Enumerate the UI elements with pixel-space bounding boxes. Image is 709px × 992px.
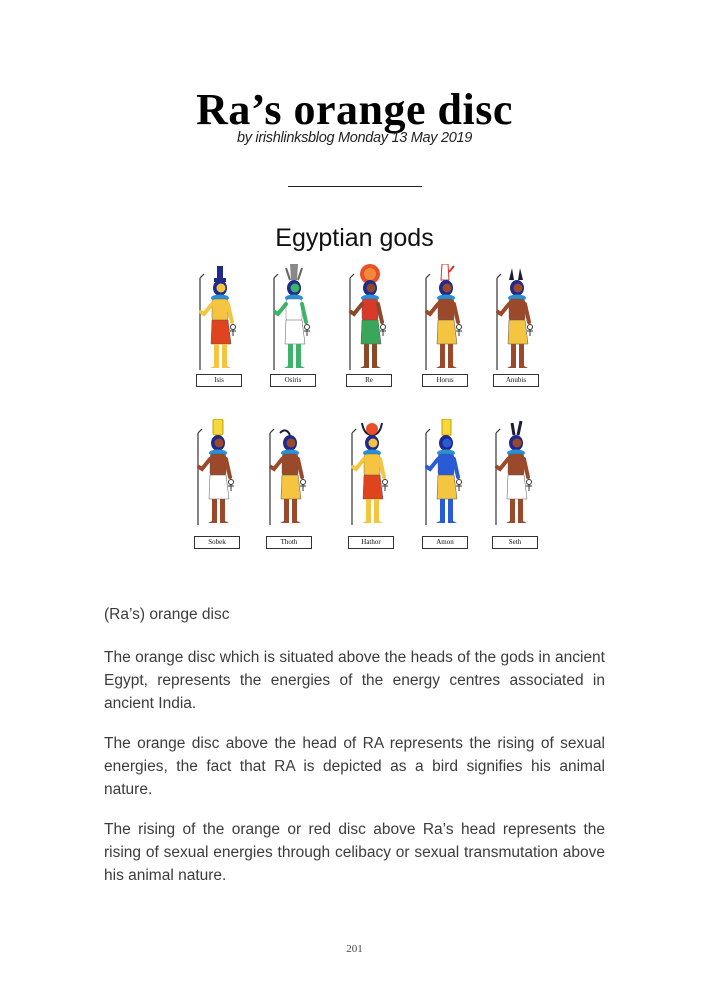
god-label-amon: Amon [422,536,468,549]
god-label-isis: Isis [196,374,242,387]
god-figure-isis [190,264,248,394]
byline: by irishlinksblog Monday 13 May 2019 [236,130,473,146]
god-figure-thoth [260,419,318,549]
god-figure-seth [486,419,544,549]
god-figure-osiris [264,264,322,394]
god-illustration [416,419,474,529]
god-illustration [340,264,398,374]
god-figure-amon [416,419,474,549]
figure-title: Egyptian gods [275,224,434,252]
god-label-osiris: Osiris [270,374,316,387]
god-illustration [188,419,246,529]
god-illustration [264,264,322,374]
god-figure-sobek [188,419,246,549]
paragraph-3: The rising of the orange or red disc above Ra’s head represents the rising of sexual energies through celibacy or sexual transmutation above his animal nature. [104,821,605,884]
god-illustration [342,419,400,529]
paragraph-1: The orange disc which is situated above the heads of the gods in ancient Egypt, represents the energies of the energy centres associated in ancient India. [104,649,605,712]
god-illustration [486,419,544,529]
god-figure-re [340,264,398,394]
god-illustration [416,264,474,374]
god-figure-anubis [487,264,545,394]
god-illustration [260,419,318,529]
page-number: 201 [346,943,363,955]
god-illustration [487,264,545,374]
god-figure-hathor [342,419,400,549]
god-label-re: Re [346,374,392,387]
god-label-thoth: Thoth [266,536,312,549]
god-figure-horus [416,264,474,394]
page-title: Ra’s orange disc [196,85,513,134]
god-label-hathor: Hathor [348,536,394,549]
god-label-horus: Horus [422,374,468,387]
paragraph-2: The orange disc above the head of RA represents the rising of sexual energies, the fact that RA is depicted as a bird signifies his animal nature. [104,735,605,798]
egyptian-gods-figure [180,224,550,554]
divider [288,186,422,187]
image-caption: (Ra’s) orange disc [104,606,230,623]
god-label-anubis: Anubis [493,374,539,387]
god-label-seth: Seth [492,536,538,549]
god-illustration [190,264,248,374]
god-label-sobek: Sobek [194,536,240,549]
